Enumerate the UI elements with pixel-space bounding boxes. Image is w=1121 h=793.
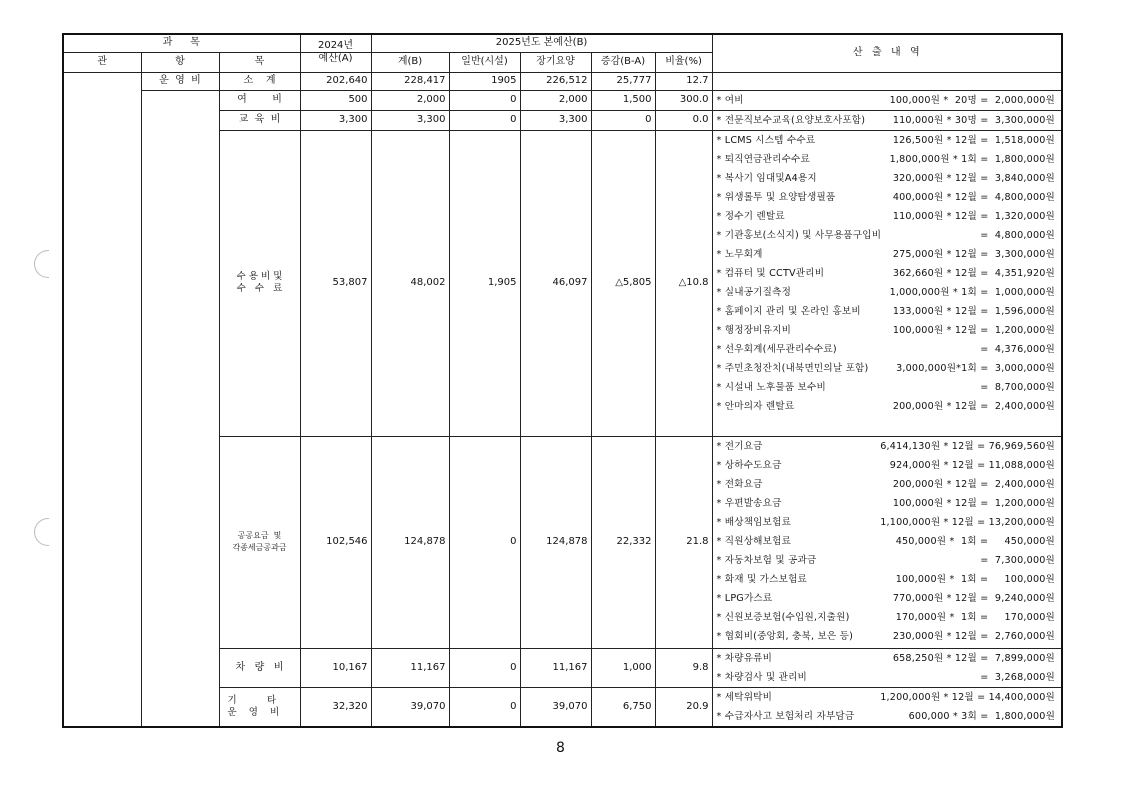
binder-hole-mark bbox=[34, 518, 49, 546]
education-b: 3,300 bbox=[371, 110, 449, 130]
calc-line: * 수급자사고 보험처리 자부담금 600,000 * 3회 = 1,800,000원 bbox=[716, 710, 1056, 722]
calc-line: * 전기요금 6,414,130원 * 12월 = 76,969,560원 bbox=[716, 440, 1056, 452]
calc-line: * 선우회계(세무관리수수료) = 4,376,000원 bbox=[716, 343, 1056, 355]
utilities-calc bbox=[712, 436, 1062, 648]
vehicle-ltc: 11,167 bbox=[520, 648, 591, 687]
calc-line: * 여비 100,000원 * 20명 = 2,000,000원 bbox=[716, 94, 1056, 106]
fees-a: 53,807 bbox=[300, 130, 371, 436]
travel-ltc: 2,000 bbox=[520, 90, 591, 110]
fees-calc bbox=[712, 130, 1062, 436]
utilities-ltc: 124,878 bbox=[520, 436, 591, 648]
utilities-b: 124,878 bbox=[371, 436, 449, 648]
travel-ratio: 300.0 bbox=[655, 90, 712, 110]
calc-line: * 행정장비유지비 100,000원 * 12월 = 1,200,000원 bbox=[716, 324, 1056, 336]
other-a: 32,320 bbox=[300, 687, 371, 727]
vehicle-gen: 0 bbox=[449, 648, 520, 687]
calc-line: * 안마의자 렌탈료 200,000원 * 12월 = 2,400,000원 bbox=[716, 400, 1056, 412]
calc-line: * 차량유류비 658,250원 * 12월 = 7,899,000원 bbox=[716, 652, 1056, 664]
header-diff: 증감(B-A) bbox=[591, 52, 655, 72]
subtotal-b: 228,417 bbox=[371, 72, 449, 90]
calc-line: * LCMS 시스템 수수료 126,500원 * 12월 = 1,518,000원 bbox=[716, 134, 1056, 146]
header-ltc: 장기요양 bbox=[520, 52, 591, 72]
calc-line: * 실내공기질측정 1,000,000원 * 1회 = 1,000,000원 bbox=[716, 286, 1056, 298]
other-ltc: 39,070 bbox=[520, 687, 591, 727]
travel-diff: 1,500 bbox=[591, 90, 655, 110]
header-general: 일반(시설) bbox=[449, 52, 520, 72]
calc-line: * 화재 및 가스보험료 100,000원 * 1회 = 100,000원 bbox=[716, 573, 1056, 585]
calc-line: * 복사기 임대및A4용지 320,000원 * 12월 = 3,840,000원 bbox=[716, 172, 1056, 184]
other-diff: 6,750 bbox=[591, 687, 655, 727]
budget-table bbox=[62, 33, 1063, 728]
calc-line: * LPG가스료 770,000원 * 12월 = 9,240,000원 bbox=[716, 592, 1056, 604]
mok-utilities: 공공요금 및 각종세금공과금 bbox=[219, 436, 300, 648]
calc-line: * 위생롤투 및 요양탐생필품 400,000원 * 12월 = 4,800,000원 bbox=[716, 191, 1056, 203]
calc-line: * 기관홍보(소식지) 및 사무용품구입비 = 4,800,000원 bbox=[716, 229, 1056, 241]
calc-line: * 주민초청잔치(내북면민의날 포함) 3,000,000원*1회 = 3,000,000원 bbox=[716, 362, 1056, 374]
subtotal-gen: 1905 bbox=[449, 72, 520, 90]
budget-document bbox=[62, 33, 1061, 728]
row-travel bbox=[63, 90, 1062, 110]
calc-line: * 퇴직연금관리수수료 1,800,000원 * 1회 = 1,800,000원 bbox=[716, 153, 1056, 165]
subtotal-diff: 25,777 bbox=[591, 72, 655, 90]
header-prev-year-line1: 2024년 bbox=[300, 34, 371, 52]
calc-line: * 홈페이지 관리 및 온라인 홍보비 133,000원 * 12월 = 1,596,000원 bbox=[716, 305, 1056, 317]
calc-line: * 자동차보험 및 공과금 = 7,300,000원 bbox=[716, 554, 1056, 566]
header-budget-2025: 2025년도 본예산(B) bbox=[371, 34, 712, 52]
header-ratio: 비율(%) bbox=[655, 52, 712, 72]
calc-line: * 신원보증보험(수입원,지출원) 170,000원 * 1회 = 170,000원 bbox=[716, 611, 1056, 623]
fees-ltc: 46,097 bbox=[520, 130, 591, 436]
header-row-1 bbox=[63, 34, 1062, 52]
fees-diff: △5,805 bbox=[591, 130, 655, 436]
calc-line: * 정수기 렌탈료 110,000원 * 12월 = 1,320,000원 bbox=[716, 210, 1056, 222]
calc-line: * 시설내 노후물품 보수비 = 8,700,000원 bbox=[716, 381, 1056, 393]
calc-line: * 상하수도요금 924,000원 * 12월 = 11,088,000원 bbox=[716, 459, 1056, 471]
hang-cell: 운 영 비 bbox=[141, 72, 219, 90]
education-a: 3,300 bbox=[300, 110, 371, 130]
binder-hole-mark bbox=[34, 250, 49, 278]
header-gwa-mok: 과 목 bbox=[63, 34, 300, 52]
vehicle-diff: 1,000 bbox=[591, 648, 655, 687]
row-subtotal bbox=[63, 72, 1062, 90]
fees-ratio: △10.8 bbox=[655, 130, 712, 436]
subtotal-a: 202,640 bbox=[300, 72, 371, 90]
calc-line: * 우편발송요금 100,000원 * 12월 = 1,200,000원 bbox=[716, 497, 1056, 509]
page-number: 8 bbox=[556, 740, 565, 756]
mok-fees: 수 용 비 및 수 수 료 bbox=[219, 130, 300, 436]
mok-education: 교 육 비 bbox=[219, 110, 300, 130]
header-mok: 목 bbox=[219, 52, 300, 72]
subtotal-ratio: 12.7 bbox=[655, 72, 712, 90]
education-ltc: 3,300 bbox=[520, 110, 591, 130]
mok-vehicle: 차 량 비 bbox=[219, 648, 300, 687]
travel-gen: 0 bbox=[449, 90, 520, 110]
calc-line: * 배상책임보험료 1,100,000원 * 12월 = 13,200,000원 bbox=[716, 516, 1056, 528]
mok-other: 기 타 운 영 비 bbox=[219, 687, 300, 727]
calc-line: * 직원상해보험료 450,000원 * 1회 = 450,000원 bbox=[716, 535, 1056, 547]
mok-subtotal: 소 계 bbox=[219, 72, 300, 90]
calc-line: * 협회비(중앙회, 충북, 보은 등) 230,000원 * 12월 = 2,760,000원 bbox=[716, 630, 1056, 642]
gwan-cell bbox=[63, 72, 141, 727]
utilities-gen: 0 bbox=[449, 436, 520, 648]
vehicle-ratio: 9.8 bbox=[655, 648, 712, 687]
vehicle-b: 11,167 bbox=[371, 648, 449, 687]
utilities-diff: 22,332 bbox=[591, 436, 655, 648]
education-ratio: 0.0 bbox=[655, 110, 712, 130]
utilities-a: 102,546 bbox=[300, 436, 371, 648]
calc-line: * 차량검사 및 관리비 = 3,268,000원 bbox=[716, 671, 1056, 683]
calc-line: * 세탁위탁비 1,200,000원 * 12월 = 14,400,000원 bbox=[716, 691, 1056, 703]
other-gen: 0 bbox=[449, 687, 520, 727]
fees-gen: 1,905 bbox=[449, 130, 520, 436]
subtotal-ltc: 226,512 bbox=[520, 72, 591, 90]
hang-blank-cell bbox=[141, 90, 219, 727]
other-calc bbox=[712, 687, 1062, 727]
calc-line: * 전문직보수교육(요양보호사포함) 110,000원 * 30명 = 3,300,000원 bbox=[716, 114, 1056, 126]
other-b: 39,070 bbox=[371, 687, 449, 727]
subtotal-calc bbox=[712, 72, 1062, 90]
header-hang: 항 bbox=[141, 52, 219, 72]
calc-line: * 컴퓨터 및 CCTV관리비 362,660원 * 12월 = 4,351,920원 bbox=[716, 267, 1056, 279]
travel-calc bbox=[712, 90, 1062, 110]
education-diff: 0 bbox=[591, 110, 655, 130]
utilities-ratio: 21.8 bbox=[655, 436, 712, 648]
travel-b: 2,000 bbox=[371, 90, 449, 110]
calc-line: * 노무회계 275,000원 * 12월 = 3,300,000원 bbox=[716, 248, 1056, 260]
mok-travel: 여 비 bbox=[219, 90, 300, 110]
vehicle-a: 10,167 bbox=[300, 648, 371, 687]
vehicle-calc bbox=[712, 648, 1062, 687]
header-prev-year-line2: 예산(A) bbox=[300, 52, 371, 72]
header-calc: 산 출 내 역 bbox=[712, 34, 1062, 72]
education-calc bbox=[712, 110, 1062, 130]
fees-b: 48,002 bbox=[371, 130, 449, 436]
calc-line: * 전화요금 200,000원 * 12월 = 2,400,000원 bbox=[716, 478, 1056, 490]
header-total-b: 계(B) bbox=[371, 52, 449, 72]
other-ratio: 20.9 bbox=[655, 687, 712, 727]
travel-a: 500 bbox=[300, 90, 371, 110]
education-gen: 0 bbox=[449, 110, 520, 130]
header-gwan: 관 bbox=[63, 52, 141, 72]
